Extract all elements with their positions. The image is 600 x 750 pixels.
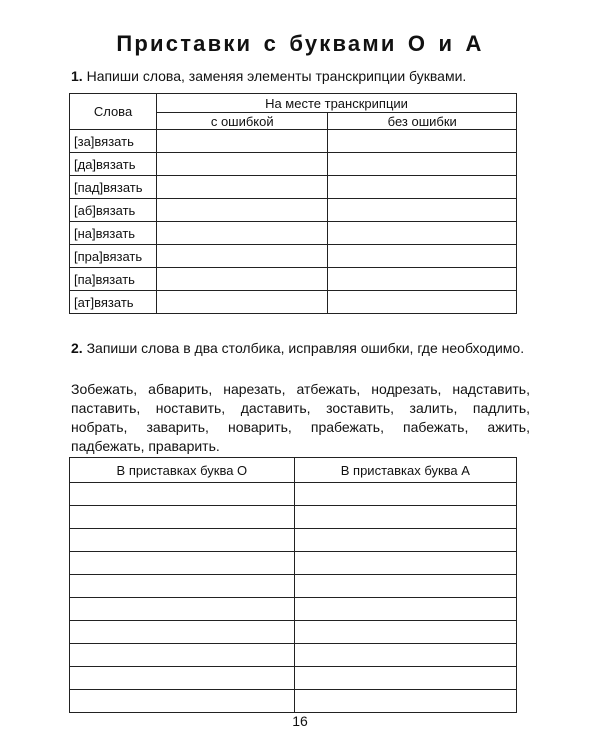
table-row	[70, 268, 517, 291]
table-row	[70, 199, 517, 222]
word-cell: [пра]вязать	[70, 245, 157, 268]
header-words: Слова	[70, 94, 157, 130]
letter-a-cell[interactable]	[294, 552, 516, 575]
answer-without-error-cell[interactable]	[328, 153, 517, 176]
letter-o-cell[interactable]	[70, 552, 295, 575]
task-1-number: 1.	[71, 68, 83, 84]
letter-o-cell[interactable]	[70, 667, 295, 690]
table-row	[70, 506, 517, 529]
header-with-error: с ошибкой	[157, 113, 328, 130]
answer-with-error-cell[interactable]	[157, 268, 328, 291]
table-row	[70, 552, 517, 575]
letter-a-cell[interactable]	[294, 506, 516, 529]
table-row	[70, 598, 517, 621]
columns-table	[69, 457, 517, 713]
letter-a-cell[interactable]	[294, 598, 516, 621]
header-transcription: На месте транскрипции	[157, 94, 517, 113]
letter-a-cell[interactable]	[294, 483, 516, 506]
answer-with-error-cell[interactable]	[157, 176, 328, 199]
table-row	[70, 130, 517, 153]
letter-o-cell[interactable]	[70, 506, 295, 529]
header-without-error: без ошибки	[328, 113, 517, 130]
word-cell: [аб]вязать	[70, 199, 157, 222]
answer-with-error-cell[interactable]	[157, 153, 328, 176]
answer-without-error-cell[interactable]	[328, 291, 517, 314]
answer-without-error-cell[interactable]	[328, 245, 517, 268]
letter-o-cell[interactable]	[70, 483, 295, 506]
letter-o-cell[interactable]	[70, 575, 295, 598]
answer-with-error-cell[interactable]	[157, 199, 328, 222]
table-row	[70, 291, 517, 314]
table-row	[70, 690, 517, 713]
task-1-instruction	[71, 67, 530, 86]
table-row	[70, 575, 517, 598]
answer-without-error-cell[interactable]	[328, 176, 517, 199]
word-cell: [ат]вязать	[70, 291, 157, 314]
answer-without-error-cell[interactable]	[328, 222, 517, 245]
answer-with-error-cell[interactable]	[157, 130, 328, 153]
table-row	[70, 621, 517, 644]
word-cell: [за]вязать	[70, 130, 157, 153]
transcription-table	[69, 93, 517, 314]
page-title: Приставки с буквами О и А	[116, 31, 484, 56]
task-2-word-list: Зобежать, абварить, нарезать, атбежать, нодрезать, надставить, паставить, ноставить, даставить, зоставить, залить, падлить, нобрать, заварить, новарить, прабежать, пабежать, ажить, падбежать, праварить.	[71, 381, 530, 454]
word-cell: [пад]вязать	[70, 176, 157, 199]
table-row	[70, 153, 517, 176]
letter-o-cell[interactable]	[70, 529, 295, 552]
answer-without-error-cell[interactable]	[328, 268, 517, 291]
table-row	[70, 176, 517, 199]
table-row	[70, 483, 517, 506]
page-number: 16	[292, 713, 308, 729]
task-2-instruction	[71, 339, 530, 357]
letter-o-cell[interactable]	[70, 644, 295, 667]
letter-a-cell[interactable]	[294, 529, 516, 552]
table-row	[70, 245, 517, 268]
letter-o-cell[interactable]	[70, 598, 295, 621]
answer-without-error-cell[interactable]	[328, 199, 517, 222]
letter-a-cell[interactable]	[294, 644, 516, 667]
letter-a-cell[interactable]	[294, 667, 516, 690]
table-row	[70, 644, 517, 667]
letter-a-cell[interactable]	[294, 690, 516, 713]
answer-with-error-cell[interactable]	[157, 291, 328, 314]
word-cell: [на]вязать	[70, 222, 157, 245]
answer-without-error-cell[interactable]	[328, 130, 517, 153]
task-2-number: 2.	[71, 340, 83, 356]
letter-o-cell[interactable]	[70, 621, 295, 644]
table-row	[70, 529, 517, 552]
task-1-text: Напиши слова, заменяя элементы транскрипции буквами.	[86, 68, 467, 84]
letter-a-cell[interactable]	[294, 575, 516, 598]
answer-with-error-cell[interactable]	[157, 245, 328, 268]
letter-o-cell[interactable]	[70, 690, 295, 713]
word-cell: [да]вязать	[70, 153, 157, 176]
table-row	[70, 667, 517, 690]
header-letter-a: В приставках буква А	[294, 458, 516, 483]
letter-a-cell[interactable]	[294, 621, 516, 644]
word-cell: [па]вязать	[70, 268, 157, 291]
answer-with-error-cell[interactable]	[157, 222, 328, 245]
table-row	[70, 222, 517, 245]
header-letter-o: В приставках буква О	[70, 458, 295, 483]
task-2-text: Запиши слова в два столбика, исправляя ошибки, где необходимо.	[86, 340, 525, 356]
